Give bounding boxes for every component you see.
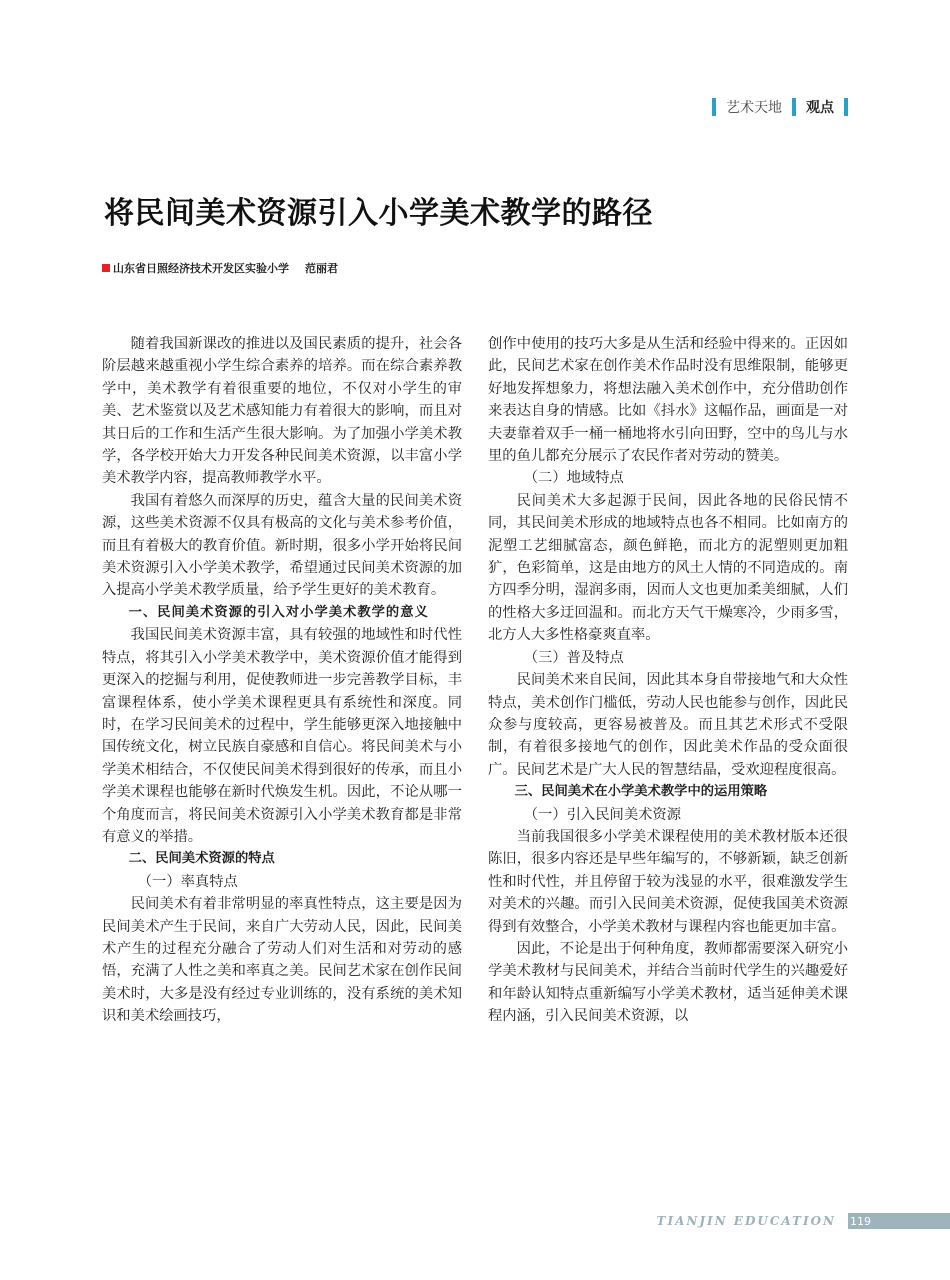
subsection-heading: （一）引入民间美术资源 xyxy=(523,806,682,823)
red-square-icon xyxy=(102,264,110,272)
column-tag xyxy=(712,97,848,117)
paragraph: 民间美术有着非常明显的率真性特点，这主要是因为民间美术产生于民间，来自广大劳动人民，因此，民间美术产生的过程充分融合了劳动人们对生活和对劳动的感悟，充满了人性之美和率真之美。民间艺术家在创作民间美术时，大多是没有经过专业训练的，没有系统的美术知识和美术绘画技巧， xyxy=(102,896,462,1025)
section-heading: 二、民间美术资源的特点 xyxy=(128,851,275,867)
article-title: 将民间美术资源引入小学美术教学的路径 xyxy=(104,196,653,231)
tag-bar-icon xyxy=(844,98,848,116)
tag-bar-icon xyxy=(712,98,716,116)
paragraph: 民间美术来自民间，因此其本身自带接地气和大众性特点，美术创作门槛低，劳动人民也能参与创作，因此民众参与度较高，更容易被普及。而且其艺术形式不受限制，有着很多接地气的创作，因此美术作品的受众面很广。民间艺术是广大人民的智慧结晶，受欢迎程度很高。 xyxy=(488,672,848,778)
paragraph: 我国有着悠久而深厚的历史，蕴含大量的民间美术资源，这些美术资源不仅具有极高的文化与美术参考价值，而且有着极大的教育价值。新时期，很多小学开始将民间美术资源引入小学美术教学，希望通过民间美术资源的加入提高小学美术教学质量，给予学生更好的美术教育。 xyxy=(102,492,462,599)
section-heading: 三、民间美术在小学美术教学中的运用策略 xyxy=(514,784,768,800)
paragraph: 随着我国新课改的推进以及国民素质的提升，社会各阶层越来越重视小学生综合素养的培养。而在综合素养教学中，美术教学有着很重要的地位，不仅对小学生的审美、艺术鉴赏以及艺术感知能力有着很大的影响，而且对其日后的工作和生活产生很大影响。为了加强小学美术教学，各学校开始大力开发各种民间美术资源，以丰富小学美术教学内容，提高教师教学水平。 xyxy=(102,336,462,487)
right-column xyxy=(488,333,848,1028)
paragraph: 我国民间美术资源丰富，具有较强的地域性和时代性特点，将其引入小学美术教学中，美术资源价值才能得到更深入的挖掘与利用，促使教师进一步完善教学目标，丰富课程体系，使小学美术课程更具有系统性和深度。同时，在学习民间美术的过程中，学生能够更深入地接触中国传统文化，树立民族自豪感和自信心。将民间美术与小学美术相结合，不仅使民间美术得到很好的传承，而且小学美术课程也能够在新时代焕发生机。因此，不论从哪一个角度而言，将民间美术资源引入小学美术教育都是非常有意义的举措。 xyxy=(102,627,462,845)
page-number: 119 xyxy=(850,1215,871,1228)
section-heading: 一、民间美术资源的引入对小学美术教学的意义 xyxy=(128,604,429,620)
section-label: 艺术天地 xyxy=(726,100,782,116)
paragraph: 因此，不论是出于何种角度，教师都需要深入研究小学美术教材与民间美术，并结合当前时代学生的兴趣爱好和年龄认知特点重新编写小学美术教材，适当延伸美术课程内涵，引入民间美术资源，以 xyxy=(488,940,848,1025)
paragraph: 当前我国很多小学美术课程使用的美术教材版本还很陈旧，很多内容还是早些年编写的，不够新颖，缺乏创新性和时代性，并且停留于较为浅显的水平，很难激发学生对美术的兴趣。而引入民间美术资源，促使我国美术资源得到有效整合，小学美术教材与课程内容也能更加丰富。 xyxy=(488,828,848,935)
paragraph: 创作中使用的技巧大多是从生活和经验中得来的。正因如此，民间艺术家在创作美术作品时没有思维限制，能够更好地发挥想象力，将想法融入美术创作中，充分借助创作来表达自身的情感。比如《抖水》这幅作品，画面是一对夫妻靠着双手一桶一桶地将水引向田野，空中的鸟儿与水里的鱼儿都充分展示了农民作者对劳动的赞美。 xyxy=(488,336,848,465)
column-label: 观点 xyxy=(806,100,834,116)
subsection-heading: （三）普及特点 xyxy=(523,649,624,666)
paragraph: 民间美术大多起源于民间，因此各地的民俗民情不同，其民间美术形成的地域特点也各不相同。比如南方的泥塑工艺细腻富态，颜色鲜艳，而北方的泥塑则更加粗犷，色彩简单，这是由地方的风土人情的不同造成的。南方四季分明，湿润多雨，因而人文也更加柔美细腻，人们的性格大多迂回温和。而北方天气干燥寒冷，少雨多雪，北方人大多性格豪爽直率。 xyxy=(488,492,848,644)
journal-name: TIANJIN EDUCATION xyxy=(656,1214,836,1228)
author-affiliation: 山东省日照经济技术开发区实验小学 xyxy=(113,262,289,275)
subsection-heading: （二）地域特点 xyxy=(523,470,624,487)
tag-bar-icon xyxy=(792,98,796,116)
author-name: 范丽君 xyxy=(305,262,338,275)
author-line xyxy=(102,260,338,276)
left-column xyxy=(102,333,462,1028)
subsection-heading: （一）率真特点 xyxy=(137,873,238,890)
